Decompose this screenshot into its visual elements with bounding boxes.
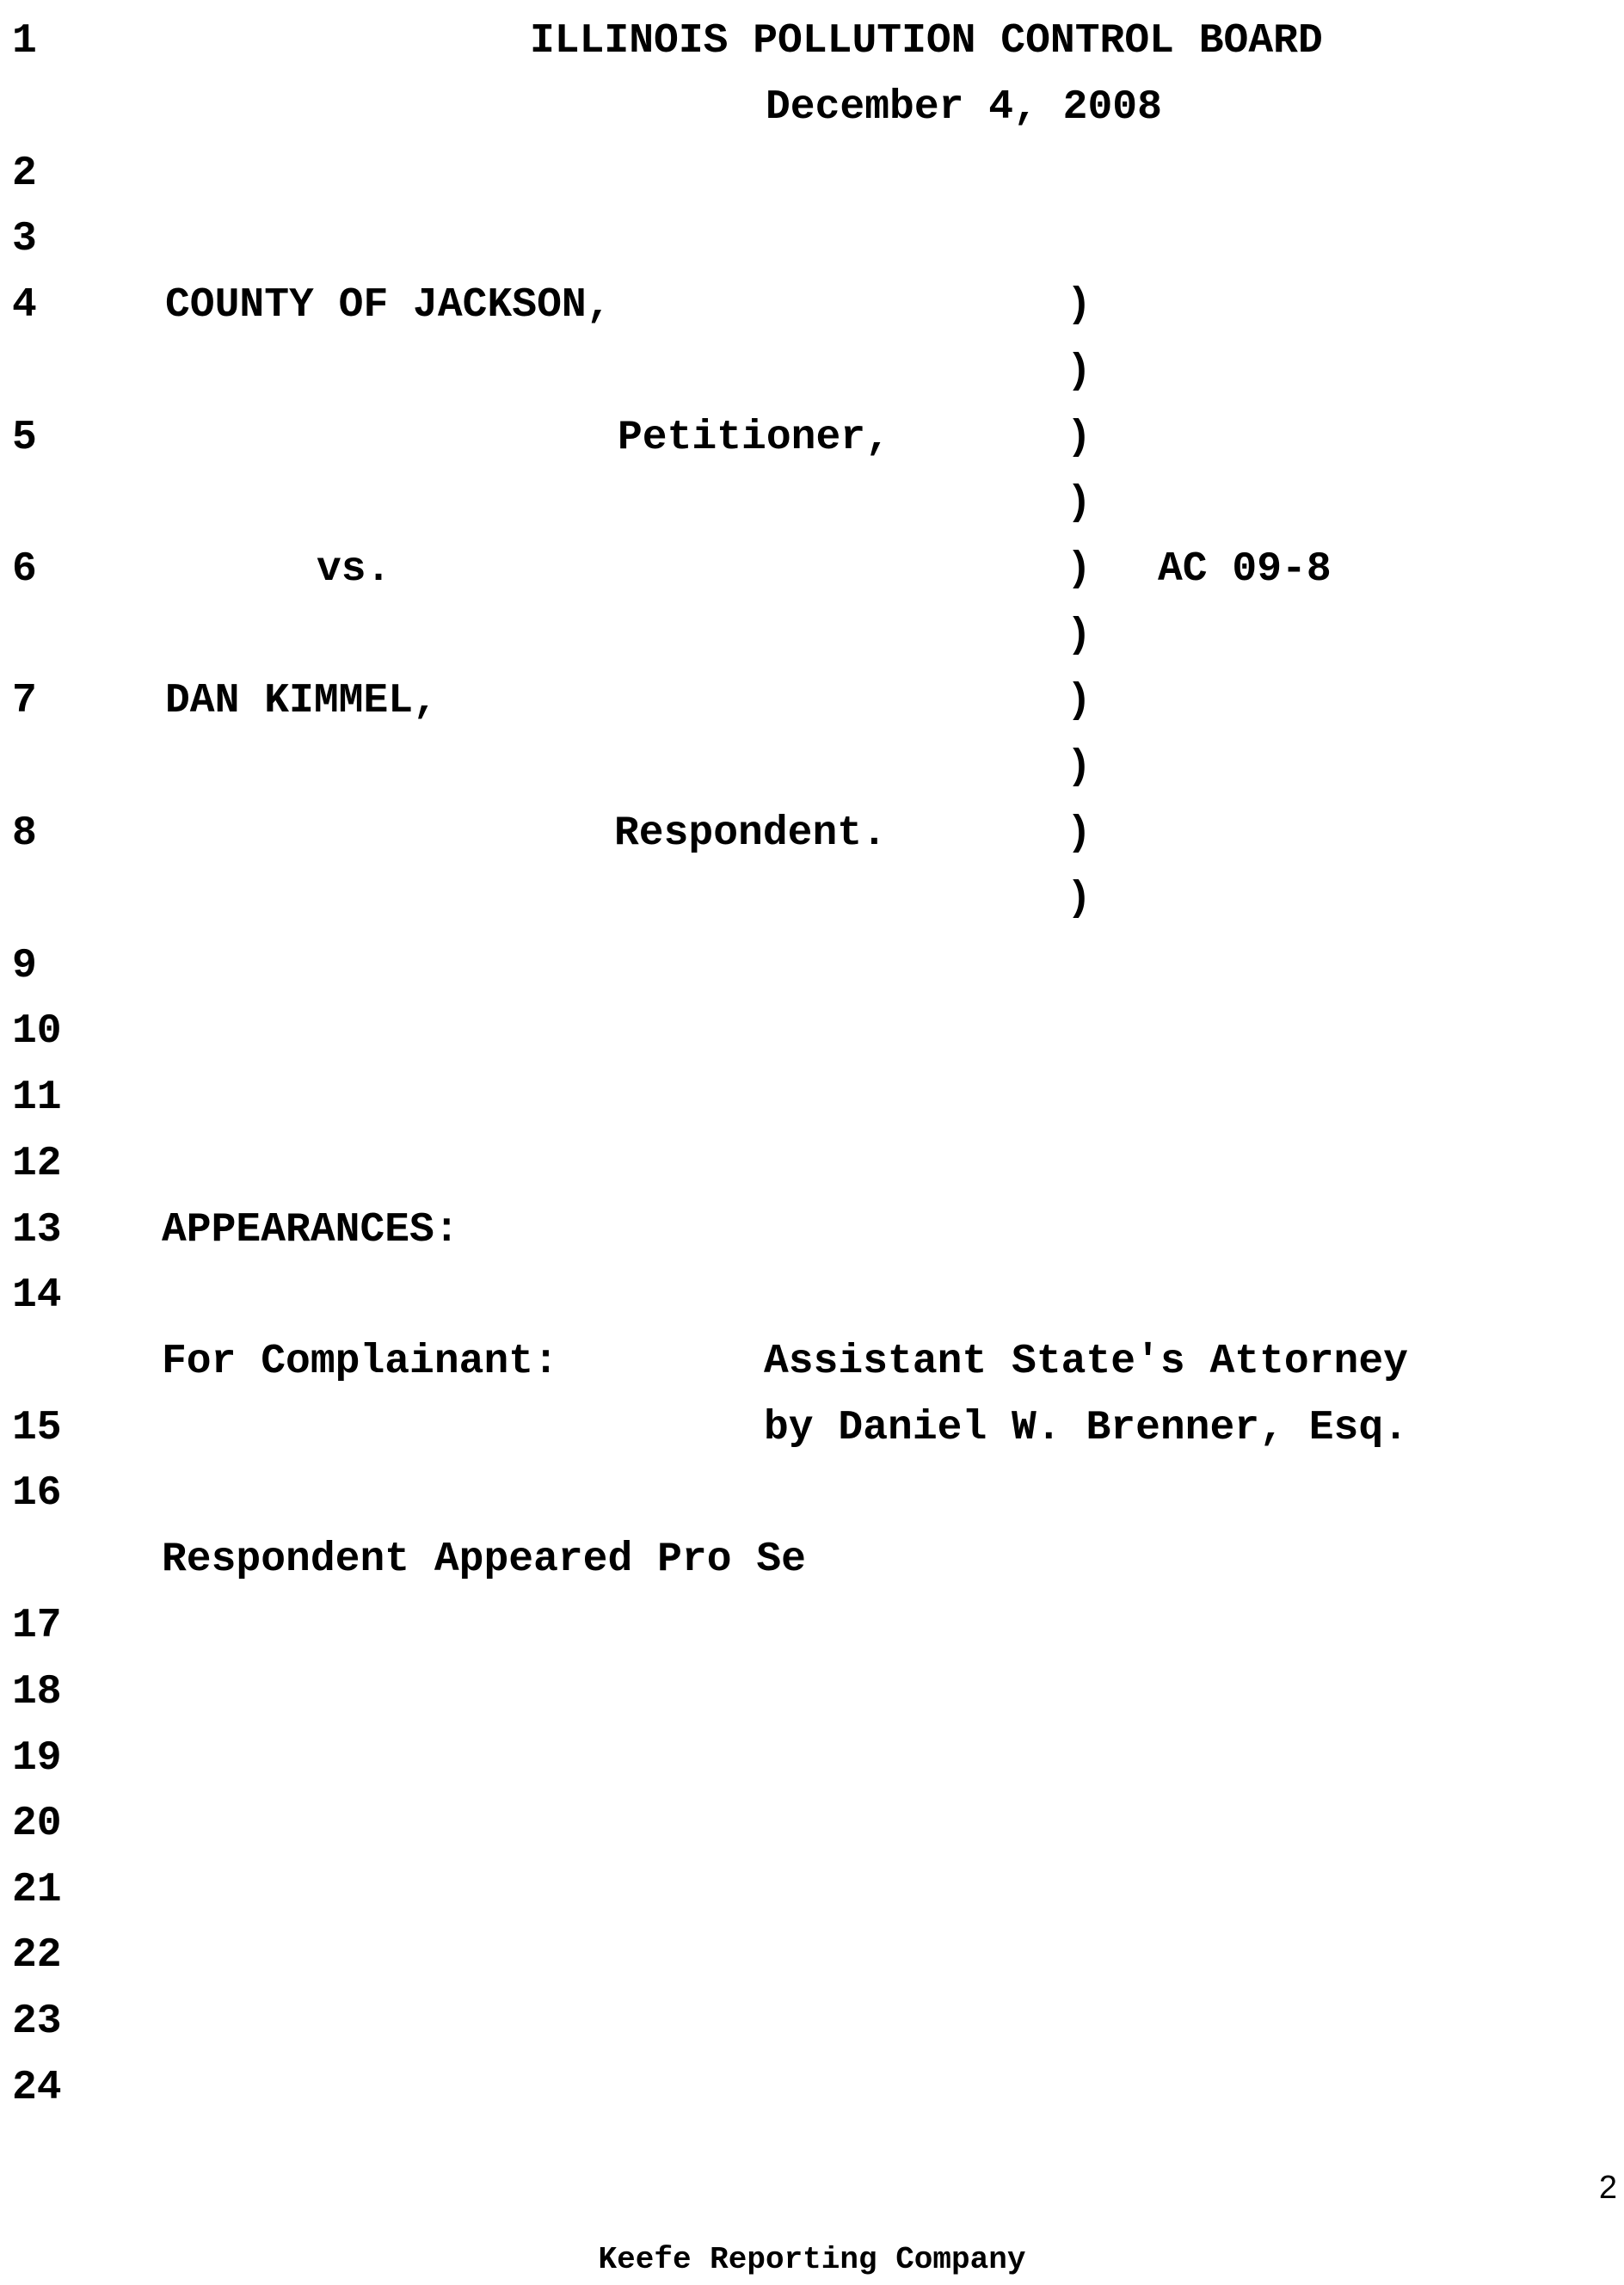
line-number: 4 — [12, 282, 37, 329]
page-number: 2 — [1598, 2170, 1617, 2206]
line-number: 24 — [12, 2065, 62, 2111]
line-number: 10 — [12, 1008, 62, 1055]
line-number: 3 — [12, 216, 37, 262]
respondent-role: Respondent. — [614, 810, 887, 857]
petitioner-name: COUNTY OF JACKSON, — [165, 282, 612, 329]
line-number: 13 — [12, 1207, 62, 1253]
caption-paren: ) — [1067, 810, 1092, 857]
line-number: 6 — [12, 546, 37, 593]
document-title: ILLINOIS POLLUTION CONTROL BOARD — [530, 18, 1323, 65]
complainant-attorney-title: Assistant State's Attorney — [764, 1339, 1408, 1385]
line-number: 16 — [12, 1470, 62, 1517]
line-number: 19 — [12, 1735, 62, 1782]
line-number: 17 — [12, 1603, 62, 1649]
line-number: 14 — [12, 1272, 62, 1319]
caption-paren: ) — [1067, 415, 1092, 461]
line-number: 5 — [12, 415, 37, 461]
complainant-attorney-name: by Daniel W. Brenner, Esq. — [764, 1405, 1408, 1451]
caption-paren: ) — [1067, 744, 1092, 791]
caption-paren: ) — [1067, 546, 1092, 593]
hearing-date: December 4, 2008 — [766, 84, 1162, 131]
line-number: 23 — [12, 1999, 62, 2045]
caption-paren: ) — [1067, 282, 1092, 329]
respondent-name: DAN KIMMEL, — [165, 678, 438, 724]
line-number: 12 — [12, 1141, 62, 1187]
line-number: 11 — [12, 1075, 62, 1121]
line-number: 8 — [12, 810, 37, 857]
caption-paren: ) — [1067, 480, 1092, 527]
line-number: 22 — [12, 1932, 62, 1979]
petitioner-role: Petitioner, — [618, 415, 890, 461]
versus-label: vs. — [317, 546, 391, 593]
line-number: 20 — [12, 1801, 62, 1847]
line-number: 18 — [12, 1669, 62, 1715]
caption-paren: ) — [1067, 613, 1092, 659]
caption-paren: ) — [1067, 348, 1092, 395]
caption-paren: ) — [1067, 678, 1092, 724]
line-number: 1 — [12, 18, 37, 65]
line-number: 7 — [12, 678, 37, 724]
line-number: 15 — [12, 1405, 62, 1451]
appearances-heading: APPEARANCES: — [162, 1207, 459, 1253]
caption-paren: ) — [1067, 876, 1092, 922]
case-number: AC 09-8 — [1158, 546, 1332, 593]
line-number: 9 — [12, 943, 37, 989]
complainant-label: For Complainant: — [162, 1339, 558, 1385]
respondent-pro-se: Respondent Appeared Pro Se — [162, 1537, 806, 1583]
line-number: 2 — [12, 151, 37, 197]
line-number: 21 — [12, 1867, 62, 1913]
footer-reporting-company: Keefe Reporting Company — [598, 2242, 1026, 2277]
